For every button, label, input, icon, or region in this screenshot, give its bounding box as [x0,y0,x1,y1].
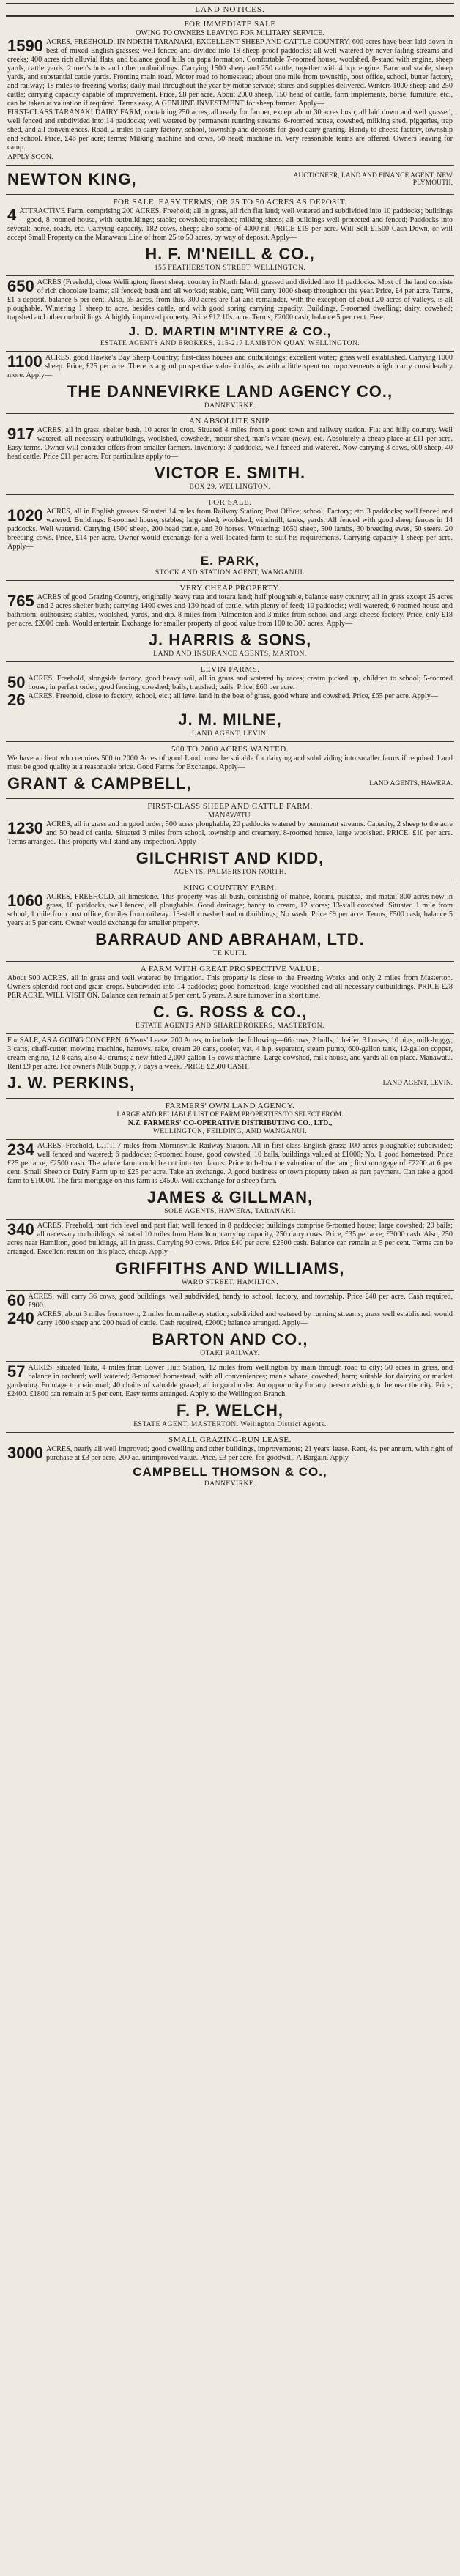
ad-body: ACRES, situated Taita, 4 miles from Lower Hutt Station, 12 miles from Wellington by main through road to city; 50 acres in grass, and balance in orchard; well watered; 8-roomed homestead, with all conveniences; man's whare, cowshed, barn; suitable for dairying or market gardening. Frontage to main road; 40 chains of valuable gravel; all in good order. An opportunity for any person wishing to be near the city. Price, £2400. £1800 can remain at 5 per cent. Easy terms arranged. Apply to the Wellington Branch. [7,1364,453,1398]
ad-barton [6,1290,454,1361]
acreage: 4 [7,206,17,224]
ad-body: ACRES (Freehold, close Wellington; finest sheep country in North Island; grassed and divided into 11 paddocks. Most of the land consists of rich chocolate loams; all fenced; bush and all worked; stable, cart; Will carry 1000 sheep throughout the year. Price, £4 per acre. Terms, £1 a deposit, balance 5 per cent. Also, 65 acres, from this. 300 acres are flat and remainder, with the exception of about 20 acres of valleys, is all ploughable. Wintering 1 sheep to acre, besides cattle, and with good spring carrying capacity. Buildings, 5-roomed dwelling; dairy, cowshed; trapshed and other outbuildings. A highly improved property. Price £12 10s. acre. Terms, £2000 cash, balance 5 per cent. Free. [7,278,453,322]
ad-body: ATTRACTIVE Farm, comprising 200 ACRES, Freehold; all in grass, all rich flat land; well watered and subdivided into 10 paddocks; buildings—good, 8-roomed house, with outbuildings; stable; cowshed; trapshed; milking sheds; all buildings well protected and fenced; Paddocks into several; horse, roads, etc. Carrying capacity, 182 cows, sheep; also some of 4000 nil. PRICE £19 per acre. Will Sell £1500 Cash Down, or will accept Small Property on the Manawatu Line of from 25 to 50 acres, by way of deposit. Apply— [7,207,453,242]
agent-name: C. G. ROSS & CO., [152,1003,308,1021]
agent-name: J. HARRIS & SONS, [148,631,312,649]
agent-name: N.Z. FARMERS' CO-OPERATIVE DISTRIBUTING CO., LTD., [127,1119,333,1127]
ad-extra: FIRST-CLASS TARANAKI DAIRY FARM, containing 250 acres, all ready for farmer, except about 30 acres bush; all laid down and well grassed, well fenced and subdivided into 14 paddocks; well watered by permanent running streams. 6-roomed house, cowshed, milking shed, piggeries, trap shed, and all conveniences. Road, 2 miles to dairy factory, school, township and deposits for good dairy grazing. Handy to cheese factory, township and school. Price, £46 per acre; terms; Milking machine and cows, 50 head; machine in. Very reasonable terms are offered. Owners leaving for camp. [7,108,453,152]
ad-body: ACRES, all in grass and in good order; 500 acres ploughable, 20 paddocks watered by permanent streams. Capacity, 2 sheep to the acre and 50 head of cattle. Situated 3 miles from school, township and creamery. 8-roomed house, large woolshed. PRICE, £10 per acre. Terms arranged. This property will stand any inspection. Apply— [7,820,453,846]
ad-body: For SALE, AS A GOING CONCERN, 6 Years' Lease, 200 Acres, to include the following—66 cows, 2 bulls, 1 heifer, 3 horses, 10 pigs, milk-buggy, 3 carts, chaff-cutter, mowing machine, harrows, rake, cream 20 cans, cooler, vat, 4 h.p. separator, steam pump, 600-gallon tank, 12-gallon copper, cream-engine, 12-8 cans, also 40 drums; a new fitted 2,000-gallon 15-cows machine. Large cowshed, milk house, and yards all on place. Manawatu. Rent £9 per acre. For owner's Milk Supply, 7 days a week. PRICE £2500 CASH. [7,1036,453,1071]
agent-address: DANNEVIRKE. [204,402,256,409]
acreage: 50 [7,673,26,691]
agent-address: TE KUITI. [212,950,248,957]
acreage: 60 [7,1291,26,1310]
acreage: 234 [7,1140,34,1159]
ad-barraud-abraham [6,880,454,961]
ad-body: ACRES, FREEHOLD, IN NORTH TARANAKI, EXCELLENT SHEEP AND CATTLE COUNTRY, 600 acres have been laid down in best of mixed English grasses; well fenced and divided into 19 sheep-proof paddocks; all well watered by never-failing streams and creeks; 400 acres rich alluvial flats, and balance good hills on papa formation. Comfortable 7-roomed house, woolshed, 8-stand with engine, sheep yards, cattle yards, 2 men's huts and other outbuildings. Carrying 1500 sheep and 250 cattle, together with 4 h.p. engine. Barn and stable, sheep yards, and substantial cattle yards. Fronting main road. Motor road to homestead; about one mile from township, post office, school, butter factory, and railway; 18 miles to freezing works; daily mail throughout the year by motor service; stores and supplies delivered. Winters 1000 sheep and 250 cattle; carrying capacity capable of improvement. Price, £8 per acre. About 2000 sheep, 150 head of cattle, farm implements, horse, furniture, etc., can be taken at valuation if required. Terms easy, A GENUINE INVESTMENT for sheep farmer. Apply— [7,38,453,108]
ad-body: ACRES, Freehold, alongside factory, good heavy soil, all in grass and watered by races; cream picked up, children to school; 5-roomed house; in perfect order, good fencing; cowshed; bails, trapshed; bails. Price, £60 per acre. [28,675,453,691]
ad-body: ACRES of good Grazing Country, originally heavy rata and totara land; half ploughable, balance easy country; all in grass except 25 acres and 2 acres shelter bush; carrying 1400 ewes and 130 head of cattle, with plenty of feed; 10 paddocks; well watered; 6-roomed house and bathroom; outhouses; stables, woolshed, yards, and dip. 8 miles from Palmerston and 3 miles from school and large cheese factory. Price, only £18 per acre. £2000 cash. Would entertain Exchange for smaller property of good value from 100 to 300 acres. Apply— [7,593,453,628]
acreage: 26 [7,691,26,709]
ad-perkins [6,1033,454,1098]
agent-name: BARTON AND CO., [152,1330,308,1348]
ad-grant-campbell [6,741,454,798]
ad-heading: FOR SALE, EASY TERMS, OR 25 TO 50 ACRES AS DEPOSIT. [113,198,347,207]
agent-name: J. M. MILNE, [178,710,282,729]
apply-line: APPLY SOON. [7,153,53,161]
ad-james-gillman [6,1139,454,1219]
acreage: 3000 [7,1444,43,1462]
agent-name: GRIFFITHS AND WILLIAMS, [115,1259,345,1277]
ad-levin-farms [6,661,454,741]
agent-description: AUCTIONEER, LAND AND FINANCE AGENT, NEW PLYMOUTH. [293,172,453,187]
agent-name: H. F. M'NEILL & CO., [145,245,315,263]
agent-address: ESTATE AGENT, MASTERTON. Wellington District Agents. [133,1421,327,1428]
ad-heading: KING COUNTRY FARM. [183,883,277,892]
agent-address: BOX 29, WELLINGTON. [189,483,271,491]
agent-name: JAMES & GILLMAN, [146,1188,314,1206]
acreage: 1230 [7,819,43,837]
agent-name: BARRAUD AND ABRAHAM, LTD. [95,930,365,949]
ad-body: ACRES, Freehold, L.T.T. 7 miles from Morrinsville Railway Station. All in first-class English grass; 100 acres ploughable; subdivided; well fenced and watered; 6 paddocks; 6-roomed house, good cowshed, 10 bails, buildings valued at £1000; No. 1 good homestead. Price £25 per acre, £2500 cash. The whole farm could be cut into two farms. Price to below the valuation of the land; first mortgage of £2200 at 6 per cent. Small Sheep or Dairy Farm up to £25 per acre. Take an exchange. A good business or town property taken as part payment. Can take a good farm to £10000. The first mortgage on this farm is £4500. Will exchange for a sheep farm. [7,1142,453,1185]
acreage: 650 [7,277,34,295]
ad-heading: FOR SALE. [208,498,252,507]
agent-name: F. P. WELCH, [176,1401,284,1419]
ad-body: ACRES, Freehold, close to factory, school, etc.; all level land in the best of grass, good whare and cowshed. Price, £65 per acre. Apply— [28,692,438,700]
agent-name: THE DANNEVIRKE LAND AGENCY CO., [67,382,393,401]
acreage: 1020 [7,506,43,524]
agent-address: SOLE AGENTS, HAWERA, TARANAKI. [164,1208,296,1215]
agent-name: J. W. PERKINS, [7,1074,136,1092]
ad-farmers-own [6,1098,454,1139]
agent-address: AGENTS, PALMERSTON NORTH. [174,869,286,876]
ad-ross [6,961,454,1033]
ad-campbell-thomson [6,1432,454,1491]
agent-address: ESTATE AGENTS AND SHAREBROKERS, MASTERTON. [135,1022,325,1030]
ad-heading: A FARM WITH GREAT PROSPECTIVE VALUE. [140,965,320,973]
ad-body: ACRES, Freehold, part rich level and part flat; well fenced in 8 paddocks; buildings comprise 6-roomed house; large cowshed; 20 bails; all necessary outbuildings; situated 10 miles from Hamilton; carrying capacity, 250 dairy cows. Price, £35 per acre; £3000 cash. Also, 250 acres near Hamilton, good buildings, all in grass. Carrying 90 cows. Price £40 per acre. £2500 cash. Balance can remain at 5 per cent. Terms can be arranged. Excellent return on this place, cheap. Apply— [7,1222,453,1256]
acreage: 57 [7,1362,26,1381]
ad-body: ACRES, will carry 36 cows, good buildings, well subdivided, handy to school, factory, and township. Price £40 per acre. Cash required, £900. [28,1293,453,1310]
agent-name: GRANT & CAMPBELL, [7,774,192,793]
agent-address: WARD STREET, HAMILTON. [181,1279,279,1286]
ad-victor-smith [6,413,454,494]
ad-heading: FIRST-CLASS SHEEP AND CATTLE FARM. [147,802,313,811]
ad-dannevirke-land [6,351,454,413]
ad-mneill [6,194,454,275]
agent-address: LAND AND INSURANCE AGENTS, MARTON. [153,650,307,658]
agent-address: LAND AGENTS, HAWERA. [369,780,453,787]
ad-subheading: OWING TO OWNERS LEAVING FOR MILITARY SERVICE. [136,29,324,37]
acreage: 1060 [7,891,43,910]
acreage: 240 [7,1309,34,1327]
agent-address: ESTATE AGENTS AND BROKERS, 215-217 LAMBTON QUAY, WELLINGTON. [100,340,360,347]
agent-name: VICTOR E. SMITH. [154,464,306,482]
agent-name: NEWTON KING, [7,170,137,188]
agent-name: J. D. MARTIN M'INTYRE & CO., [128,324,332,338]
ad-martin-mintyre [6,275,454,351]
agent-address: 155 FEATHERSTON STREET, WELLINGTON. [154,264,306,272]
agent-name: CAMPBELL THOMSON & CO., [133,1465,327,1479]
ad-body: ACRES, all in grass, shelter bush, 10 acres in crop. Situated 4 miles from a good town and railway station. Flat and hilly country. Well watered, all necessary outbuildings, woolshed, cowsheds, motor shed, man's whare (new), etc. Absolutely a cheap place at £11 per acre. Easy terms. Owner will consider offers from smaller farmers. Inventory: 3 paddocks, well fenced and watered. Now carrying 3 cows, 600 sheep, 40 head cattle. Price £11 per acre. For particulars apply to— [7,426,453,461]
ad-body: ACRES, nearly all well improved; good dwelling and other buildings, improvements; 21 years' lease. Rent, 4s. per annum, with right of purchase at £3 per acre, 200 ac. unimproved value. Price, £3 per acre, for goodwill. A Bargain. Apply— [45,1445,453,1462]
ad-newton-king [6,165,454,194]
agent-address: OTAKI RAILWAY. [200,1350,260,1357]
agent-name: GILCHRIST AND KIDD, [136,849,324,867]
ad-heading: FOR IMMEDIATE SALE [184,20,276,29]
ad-gilchrist-kidd [6,798,454,880]
agent-address: DANNEVIRKE. [204,1480,256,1488]
agent-address: LAND AGENT, LEVIN. [191,730,269,738]
ad-heading: VERY CHEAP PROPERTY. [179,584,281,593]
ad-heading: 500 TO 2000 ACRES WANTED. [171,745,289,754]
ad-body: ACRES, all in English grasses. Situated 14 miles from Railway Station; Post Office; school; Factory; etc. 3 paddocks; well fenced and watered. Buildings: 8-roomed house; stables; large shed; woolshed; windmill, tanks, yards. All fenced with good sheep fences in 14 paddocks. Well watered. Carrying 1500 sheep, 200 head cattle, and 30 horses. Wintering: 1650 sheep, 500 lambs, 30 breeding ewes, 50 steers, 20 breeding cows. Price, £14 per acre. Owner would exchange for a well-located farm to suit his requirements. Carrying capacity 1 sheep per acre. Apply— [7,508,453,551]
agent-address: STOCK AND STATION AGENT, WANGANUI. [155,569,305,576]
ad-subheading: LARGE AND RELIABLE LIST OF FARM PROPERTIES TO SELECT FROM. [116,1111,344,1118]
ad-body: About 500 ACRES, all in grass and well watered by irrigation. This property is close to the Freezing Works and only 2 miles from Masterton. Owners splendid root and grain crops. Subdivided into 14 paddocks; good homestead, large woolshed and all necessary outbuildings. PRICE £28 PER ACRE. WILL VISIT ON. Balance can remain at 5 per cent. 5 years. A sure turnover in a short time. [7,974,453,1000]
acreage: 1100 [7,352,42,371]
ad-body: ACRES, FREEHOLD, all limestone. This property was all bush, consisting of mahoe, konini, pukatea, and matai; 800 acres now in grass, 10 paddocks, well fenced, all ploughable. Good drainage; handy to cream, 12 stores; 13-stall cowshed. Situated 1 mile from school, 1 mile from post office, 6 miles from railway. 13-stall cowshed and outbuildings; No wash; Price £9 per acre. Terms, £500 cash, balance 5 years at 5 per cent. Owner would exchange for smaller property. [7,893,453,927]
ad-griffiths-williams [6,1219,454,1290]
ad-heading: FARMERS' OWN LAND AGENCY. [165,1102,295,1110]
agent-address: WELLINGTON, FEILDING, AND WANGANUI. [152,1128,308,1135]
ad-heading: LEVIN FARMS. [200,665,260,674]
ad-heading: SMALL GRAZING-RUN LEASE. [168,1436,292,1444]
ad-welch [6,1361,454,1432]
acreage: 917 [7,425,34,443]
agent-address: LAND AGENT, LEVIN. [382,1080,453,1087]
ad-subheading: MANAWATU. [207,812,253,820]
acreage: 765 [7,592,34,610]
ad-e-park [6,494,454,580]
agent-name: E. PARK, [200,554,260,568]
newspaper-column [6,0,454,1491]
acreage: 340 [7,1220,34,1239]
ad-body: We have a client who requires 500 to 2000 Acres of good Land; must be suitable for dairying and subdividing into smaller farms if required. Land must be good quality at a reasonable price. Good Farms for Exchange. Apply— [7,754,453,771]
ad-body: ACRES, about 3 miles from town, 2 miles from railway station; subdivided and watered by running streams; grass well established; would carry 1600 sheep and 200 head of cattle. Cash required, £2000; balance arranged. Apply— [37,1310,453,1327]
ad-heading: AN ABSOLUTE SNIP. [188,417,272,426]
ad-taranaki-sale [6,16,454,165]
ad-harris-sons [6,580,454,661]
ad-body: ACRES, good Hawke's Bay Sheep Country; first-class houses and outbuildings; excellent water; grass well established. Carrying 1000 sheep. Price, £25 per acre. There is a good prospective value in this, as with a little spent on improvements might carry considerably more. Apply— [7,354,453,379]
acreage: 1590 [7,37,43,55]
page-title: LAND NOTICES. [6,3,454,16]
